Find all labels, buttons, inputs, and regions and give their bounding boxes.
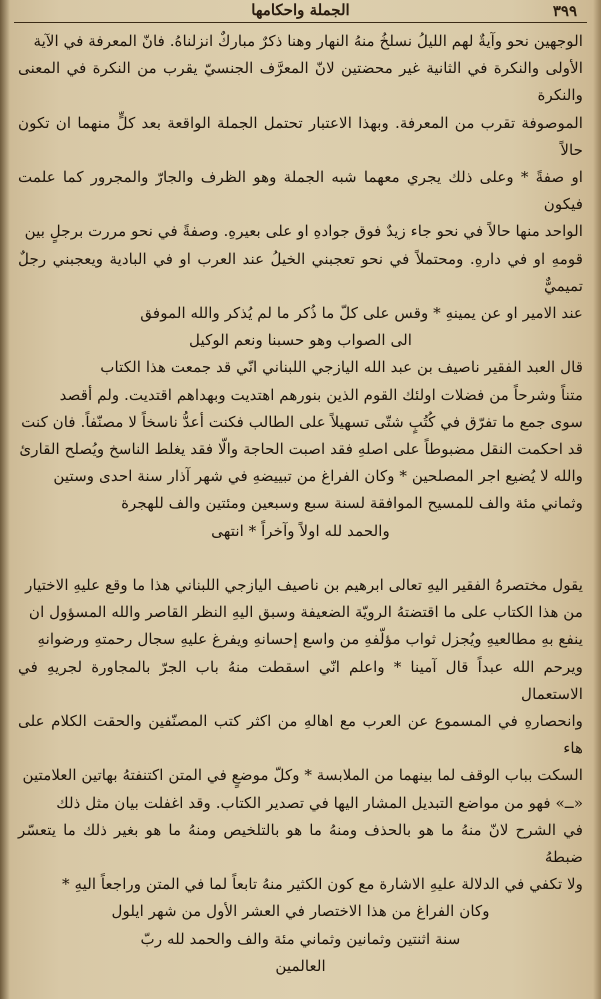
text-line: ولا تكفي في الدلالة عليهِ الاشارة مع كون الكثير منهُ تابعاً لما في المتن وراجعاً اليهِ * — [62, 875, 583, 894]
text-line: الوجهين نحو وآيةٌ لهم الليلُ نسلخُ منهُ النهار وهنا ذكرٌ مباركٌ انزلناهُ. فانّ المعرفة في الآية — [33, 32, 583, 50]
text-line: وكان الفراغ من هذا الاختصار في العشر الأول من شهر ايلول — [111, 902, 490, 921]
text-line: او صفةً * وعلى ذلك يجري معهما شبه الجملة وهو الظرف والجارّ والمجرور كما علمت فيكون — [18, 168, 583, 214]
text-line: الواحد منها حالاً في نحو جاء زيدٌ فوق جوادهِ او على بعيرهِ. وصفةً في نحو مررت برجلٍ بين — [24, 222, 583, 241]
page-header — [0, 0, 601, 26]
text-line: وثماني مئة والف للمسيح الموافقة لسنة سبع وسبعين ومئتين والف للهجرة — [121, 494, 583, 513]
text-line: «ــ» فهو من مواضع التبديل المشار اليها في تصدير الكتاب. وقد اغفلت بيان مثل ذلك — [56, 793, 583, 812]
section-gap — [18, 545, 583, 572]
text-line: عند الامير او عن يمينهِ * وقس على كلّ ما ذُكر ما لم يُذكر والله الموفق — [140, 304, 583, 323]
text-line: سنة اثنتين وثمانين وثماني مئة والف والحمد لله ربّ — [140, 929, 461, 948]
text-line: السكت بباب الوقف لما بينهما من الملابسة * وكلّ موضعٍ في المتن اكتنفتهُ بهاتين العلامتين — [22, 766, 583, 785]
abridger-colophon-section — [18, 572, 583, 898]
text-line: في الشرح لانّ منهُ ما هو بالحذف ومنهُ ما هو بالتلخيص ومنهُ ما هو بغير ذلك ما يتعسّر ضبطهُ — [18, 820, 583, 867]
header-rule — [14, 22, 587, 23]
text-line: متناً وشرحاً من فضلات اولئك القوم الذين بنورهم اهتديت وبهداهم اقتديت. ولم أقصد — [59, 385, 583, 404]
text-line: من هذا الكتاب على ما اقتضتهُ الرويّة الضعيفة وسبق اليهِ النظر القاصر والله المسؤول ان — [28, 603, 583, 622]
text-line: قد احكمت النقل مضبوطاً على اصلهِ فقد اصبت الحاجة والّا فقد يغلط الناسخ ويُصلح القارئ — [19, 440, 583, 459]
text-line: يقول مختصرهُ الفقير اليهِ تعالى ابرهيم بن ناصيف اليازجي اللبناني هذا ما وقع عليهِ الاختيار — [25, 576, 583, 595]
page-body — [18, 28, 583, 999]
text-line: وانحصارهِ في المسموع عن العرب مع اهالهِ من اكثر كتب المصنّفين والحقت الكلام على هاء — [18, 712, 583, 758]
page-number: ٣٩٩ — [552, 2, 577, 20]
text-line: قال العبد الفقير ناصيف بن عبد الله اليازجي اللبناني انّي قد جمعت هذا الكتاب — [100, 358, 583, 377]
text-line: الموصوفة تقرب من المعرفة. وبهذا الاعتبار تحتمل الجملة الواقعة بعد كلٍّ منهما ان تكون حالاً — [18, 113, 583, 159]
treatise-end-section — [18, 28, 583, 354]
running-title: الجملة واحكامها — [251, 1, 350, 19]
text-line: العالمين — [275, 956, 326, 975]
text-line: الأولى والنكرة في الثانية غير محضتين لانّ المعرَّف الجنسيّ يقرب من النكرة في المعنى والنكرة — [18, 59, 583, 105]
page-edge-shadow — [593, 0, 601, 999]
author-colophon-section — [18, 354, 583, 544]
closing-section — [18, 898, 583, 980]
text-line: الى الصواب وهو حسبنا ونعم الوكيل — [189, 331, 412, 350]
text-line: قومهِ او في دارهِ. ومحتملاً في نحو تعجبني الخيلُ عند العرب او في البادية ويعجبني رجلٌ تميميٌّ — [18, 249, 583, 295]
text-line: ويرحم الله عبداً قال آمينا * واعلم انّي اسقطت منهُ باب الجرّ بالمجاورة لجريهِ في الاستعمال — [18, 657, 583, 703]
text-line: ينفع بهِ مطالعيهِ ويُجزل ثواب مؤلّفهِ من واسع إحسانهِ ويفرغ عليهِ سجال رحمتهِ ورضوانهِ — [37, 630, 583, 649]
text-line: سوى جمع ما تفرّق في كُتُبٍ شتّى تسهيلاً على الطالب فكنت أعدُّ ناسخاً لا مصنّفاً. فان كنت — [21, 412, 583, 431]
text-line: والله لا يُضيع اجر المصلحين * وكان الفراغ من تبييضهِ في شهر آذار سنة احدى وستين — [53, 467, 583, 486]
page-gutter-shadow — [0, 0, 10, 999]
text-line: والحمد لله اولاً وآخراً * انتهى — [211, 521, 390, 540]
